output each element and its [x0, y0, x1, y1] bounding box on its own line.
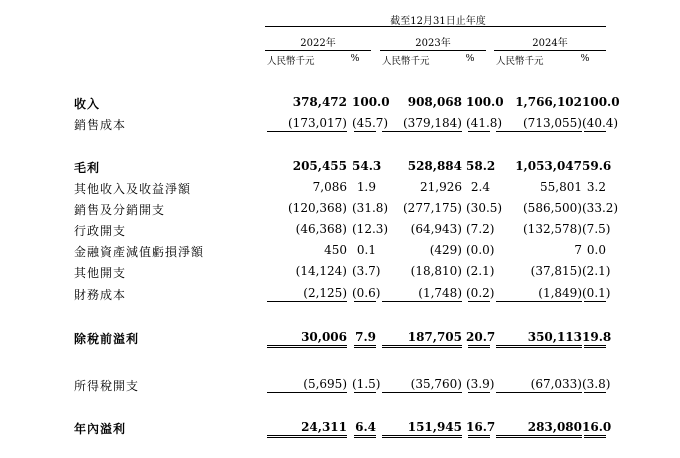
row-value: 1,766,102 [515, 95, 582, 109]
row-value: 7,086 [312, 180, 347, 194]
row-value: 16.7 [466, 420, 496, 434]
double-rule [496, 345, 582, 348]
row-value: 20.7 [466, 330, 496, 344]
row-value: 0.0 [586, 243, 606, 257]
amount-unit-2023: 人民幣千元 [382, 56, 430, 67]
single-rule [468, 131, 490, 132]
row-value: 100.0 [466, 95, 504, 109]
row-value: 19.8 [582, 330, 612, 344]
row-value: (586,500) [523, 201, 582, 215]
row-value: (37,815) [530, 264, 582, 278]
row-value: 58.2 [466, 159, 496, 173]
row-value: (3.8) [582, 377, 611, 391]
row-value: (120,368) [288, 201, 347, 215]
row-label: 除稅前溢利 [74, 332, 140, 346]
row-value: (40.4) [582, 116, 619, 130]
row-value: (14,124) [295, 264, 347, 278]
single-rule [496, 392, 582, 393]
row-value: (713,055) [523, 116, 582, 130]
row-value: (173,017) [288, 116, 347, 130]
row-value: 205,455 [292, 159, 347, 173]
row-value: (2.1) [582, 264, 611, 278]
period-header: 截至12月31日止年度 [390, 16, 486, 27]
row-value: (64,943) [410, 222, 462, 236]
pct-unit-2022: % [350, 53, 360, 64]
row-value: (46,368) [295, 222, 347, 236]
row-value: (0.6) [352, 286, 381, 300]
row-value: 350,113 [527, 330, 582, 344]
row-value: (1.5) [352, 377, 381, 391]
row-value: (67,033) [530, 377, 582, 391]
row-value: (2,125) [303, 286, 347, 300]
row-value: (0.0) [466, 243, 495, 257]
double-rule [382, 435, 462, 438]
year-header-2024: 2024年 [494, 34, 606, 51]
row-value: 55,801 [540, 180, 582, 194]
row-value: (2.1) [466, 264, 495, 278]
double-rule [468, 435, 490, 438]
single-rule [267, 392, 347, 393]
single-rule [354, 392, 376, 393]
single-rule [584, 131, 606, 132]
row-value: (41.8) [466, 116, 503, 130]
single-rule [584, 301, 606, 302]
row-value: 54.3 [352, 159, 382, 173]
row-label: 行政開支 [74, 224, 127, 238]
row-value: 528,884 [407, 159, 462, 173]
row-label: 財務成本 [74, 288, 127, 302]
row-value: (7.2) [466, 222, 495, 236]
row-value: 187,705 [407, 330, 462, 344]
row-value: 21,926 [420, 180, 462, 194]
row-value: 151,945 [407, 420, 462, 434]
row-value: 16.0 [582, 420, 612, 434]
row-label: 收入 [74, 97, 101, 111]
row-value: (5,695) [303, 377, 347, 391]
single-rule [267, 131, 347, 132]
amount-unit-2024: 人民幣千元 [496, 56, 544, 67]
row-value: 100.0 [582, 95, 620, 109]
row-value: (1,849) [538, 286, 582, 300]
single-rule [382, 131, 462, 132]
double-rule [354, 345, 376, 348]
double-rule [584, 345, 606, 348]
row-value: (33.2) [582, 201, 619, 215]
single-rule [382, 392, 462, 393]
row-value: 378,472 [292, 95, 347, 109]
row-label: 金融資產減值虧損淨額 [74, 245, 205, 259]
double-rule [267, 435, 347, 438]
row-value: 1,053,047 [515, 159, 582, 173]
row-value: 908,068 [407, 95, 462, 109]
row-value: 59.6 [582, 159, 612, 173]
row-value: (18,810) [410, 264, 462, 278]
row-label: 毛利 [74, 161, 101, 175]
double-rule [468, 345, 490, 348]
double-rule [496, 435, 582, 438]
row-value: 283,080 [527, 420, 582, 434]
double-rule [584, 435, 606, 438]
row-value: (132,578) [523, 222, 582, 236]
row-label: 其他開支 [74, 266, 127, 280]
row-value: (30.5) [466, 201, 503, 215]
single-rule [468, 301, 490, 302]
row-value: (277,175) [403, 201, 462, 215]
amount-unit-2022: 人民幣千元 [267, 56, 315, 67]
row-value: (429) [429, 243, 462, 257]
row-label: 所得稅開支 [74, 379, 140, 393]
row-value: (0.2) [466, 286, 495, 300]
row-value: 7 [574, 243, 582, 257]
single-rule [354, 301, 376, 302]
double-rule [354, 435, 376, 438]
row-value: 30,006 [301, 330, 347, 344]
pct-unit-2024: % [580, 53, 590, 64]
single-rule [496, 301, 582, 302]
row-label: 其他收入及收益淨額 [74, 182, 192, 196]
row-value: (45.7) [352, 116, 389, 130]
row-value: (3.9) [466, 377, 495, 391]
row-value: 450 [324, 243, 347, 257]
row-value: 6.4 [355, 420, 376, 434]
single-rule [354, 131, 376, 132]
row-value: 3.2 [586, 180, 606, 194]
row-value: (31.8) [352, 201, 389, 215]
year-header-2022: 2022年 [265, 34, 371, 51]
row-value: 100.0 [352, 95, 390, 109]
period-rule [265, 26, 606, 27]
single-rule [584, 392, 606, 393]
row-value: 1.9 [356, 180, 376, 194]
row-value: 7.9 [355, 330, 376, 344]
single-rule [496, 131, 582, 132]
single-rule [468, 392, 490, 393]
row-value: 2.4 [470, 180, 490, 194]
row-value: (35,760) [410, 377, 462, 391]
row-value: (379,184) [403, 116, 462, 130]
row-value: (3.7) [352, 264, 381, 278]
single-rule [382, 301, 462, 302]
year-header-2023: 2023年 [380, 34, 486, 51]
row-value: (12.3) [352, 222, 389, 236]
row-value: (1,748) [418, 286, 462, 300]
pct-unit-2023: % [465, 53, 475, 64]
row-value: (7.5) [582, 222, 611, 236]
single-rule [267, 301, 347, 302]
row-value: 0.1 [356, 243, 376, 257]
double-rule [267, 345, 347, 348]
row-value: 24,311 [301, 420, 347, 434]
double-rule [382, 345, 462, 348]
row-label: 年內溢利 [74, 422, 127, 436]
row-value: (0.1) [582, 286, 611, 300]
row-label: 銷售成本 [74, 118, 127, 132]
row-label: 銷售及分銷開支 [74, 203, 166, 217]
